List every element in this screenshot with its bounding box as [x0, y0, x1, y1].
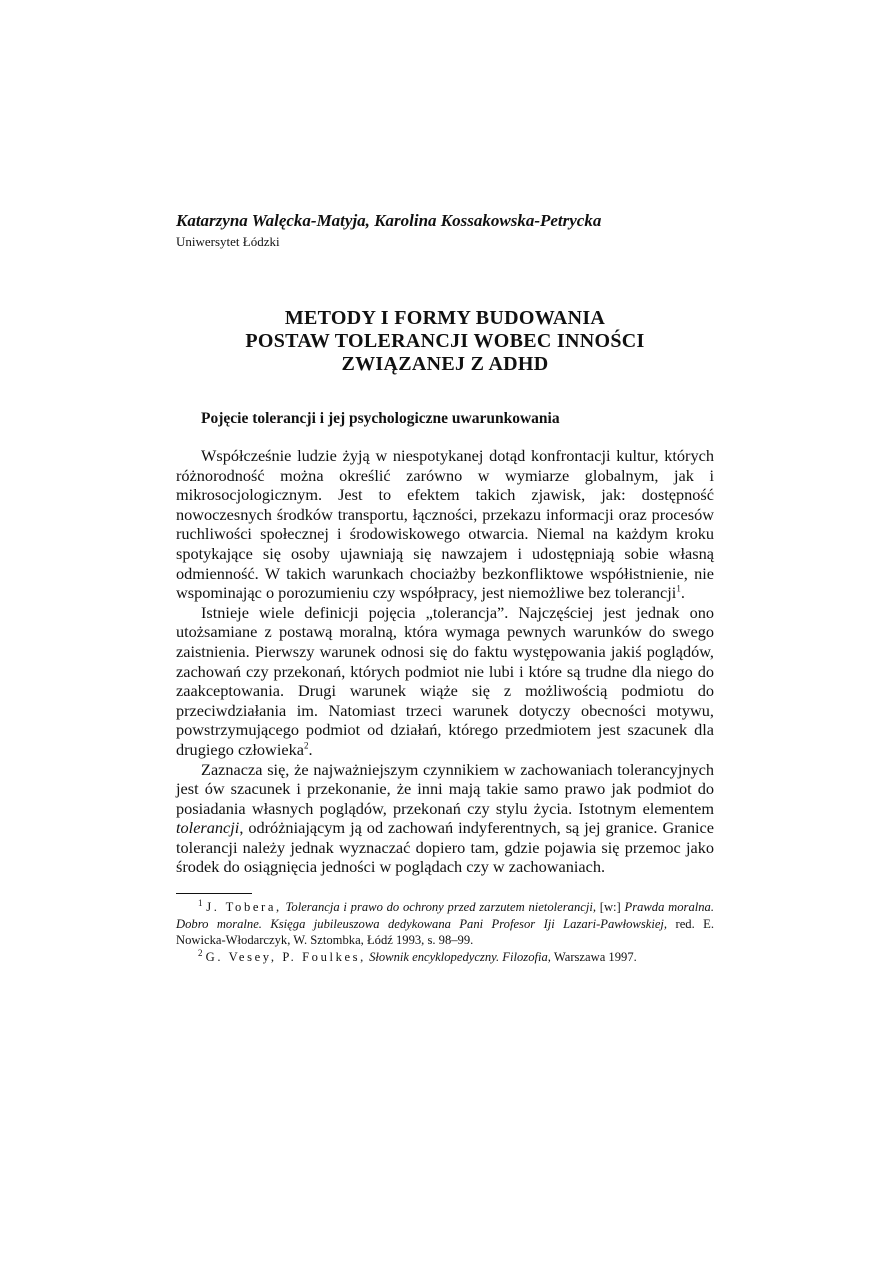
- paragraph-2-end: .: [308, 739, 313, 759]
- title-line-3: ZWIĄZANEJ Z ADHD: [341, 353, 549, 375]
- authors-line: [176, 210, 736, 232]
- paragraph-1: [176, 446, 714, 603]
- footnote-2-rest: Warszawa 1997.: [553, 949, 637, 964]
- footnote-1-author: J. Tobera,: [206, 900, 282, 914]
- footnote-divider: [176, 893, 252, 894]
- paragraph-3-italic: tolerancji: [176, 818, 240, 838]
- footnote-1: [176, 899, 714, 949]
- footnote-2-number: 2: [198, 947, 203, 958]
- footnote-1-title: Tolerancja i prawo do ochrony przed zarzutem nietolerancji,: [285, 900, 596, 914]
- paragraph-3-text-b: , odróżniającym ją od zachowań indyferentnych, są jej granice. Granice tolerancji należy jednak wyznaczać dopiero tam, gdzie pojawia się przemoc jako środek do osiągnięcia jedności w poglądach czy w zachowaniach.: [176, 818, 714, 877]
- paragraph-1-end: .: [680, 583, 685, 603]
- author-1: Katarzyna Walęcka-Matyja,: [176, 211, 370, 230]
- footnote-1-rest: red. E. Nowicka-Włodarczyk, W. Sztombka, Łódź 1993, s. 98–99.: [176, 916, 715, 947]
- paragraph-3: [176, 760, 714, 878]
- footnote-1-in: [w:]: [599, 900, 621, 914]
- affiliation: Uniwersytet Łódzki: [176, 234, 280, 249]
- paper-title: [176, 307, 714, 376]
- title-line-2: POSTAW TOLERANCJI WOBEC INNOŚCI: [245, 330, 645, 352]
- paragraph-2: [176, 603, 714, 760]
- footnote-1-number: 1: [198, 897, 203, 908]
- paragraph-3-text-a: Zaznacza się, że najważniejszym czynnikiem w zachowaniach tolerancyjnych jest ów szacunek i przekonanie, że inni mają takie samo prawo jak podmiot do posiadania własnych poglądów, przekonań czy stylu życia. Istotnym elementem: [176, 759, 714, 818]
- title-line-1: METODY I FORMY BUDOWANIA: [284, 307, 606, 329]
- footnote-ref-1: 1: [676, 583, 681, 594]
- body-text: [176, 446, 714, 877]
- footnote-ref-2: 2: [303, 740, 309, 751]
- footnote-1-book: Prawda moralna. Dobro moralne. Księga jubileuszowa dedykowana Pani Profesor Iji Lazari-Pawłowskiej,: [176, 900, 714, 931]
- section-heading: Pojęcie tolerancji i jej psychologiczne uwarunkowania: [201, 410, 560, 427]
- footnote-2: [176, 949, 714, 966]
- footnote-2-title: Słownik encyklopedyczny. Filozofia,: [369, 949, 551, 964]
- author-2: Karolina Kossakowska-Petrycka: [374, 211, 602, 230]
- paragraph-1-text: Współcześnie ludzie żyją w niespotykanej dotąd konfrontacji kultur, których różnorodność można określić zarówno w wymiarze globalnym, jak i mikrosocjologicznym. Jest to efektem takich zjawisk, jak: dostępność nowoczesnych środków transportu, łączności, przekazu informacji oraz procesów ruchliwości społecznej i środowiskowego otwarcia. Niemal na każdym kroku spotykające się osoby ujawniają się nawzajem i udostępniają sobie własną odmienność. W takich warunkach chociażby bezkonfliktowe współistnienie, nie wspominając o porozumieniu czy współpracy, jest niemożliwe bez tolerancji: [176, 446, 714, 603]
- footnotes: [176, 899, 714, 965]
- paragraph-2-text: Istnieje wiele definicji pojęcia „tolerancja”. Najczęściej jest jednak ono utożsamiane z postawą moralną, która wymaga pewnych warunków do swego zaistnienia. Pierwszy warunek odnosi się do faktu występowania jakiś poglądów, zachowań czy przekonań, których podmiot nie lubi i które są trudne dla niego do zaakceptowania. Drugi warunek wiąże się z możliwością podmiotu do przeciwdziałania im. Natomiast trzeci warunek dotyczy obecności motywu, powstrzymującego podmiot od działań, którego przedmiotem jest szacunek dla drugiego człowieka: [176, 602, 714, 759]
- footnote-2-author: G. Vesey, P. Foulkes,: [205, 949, 366, 964]
